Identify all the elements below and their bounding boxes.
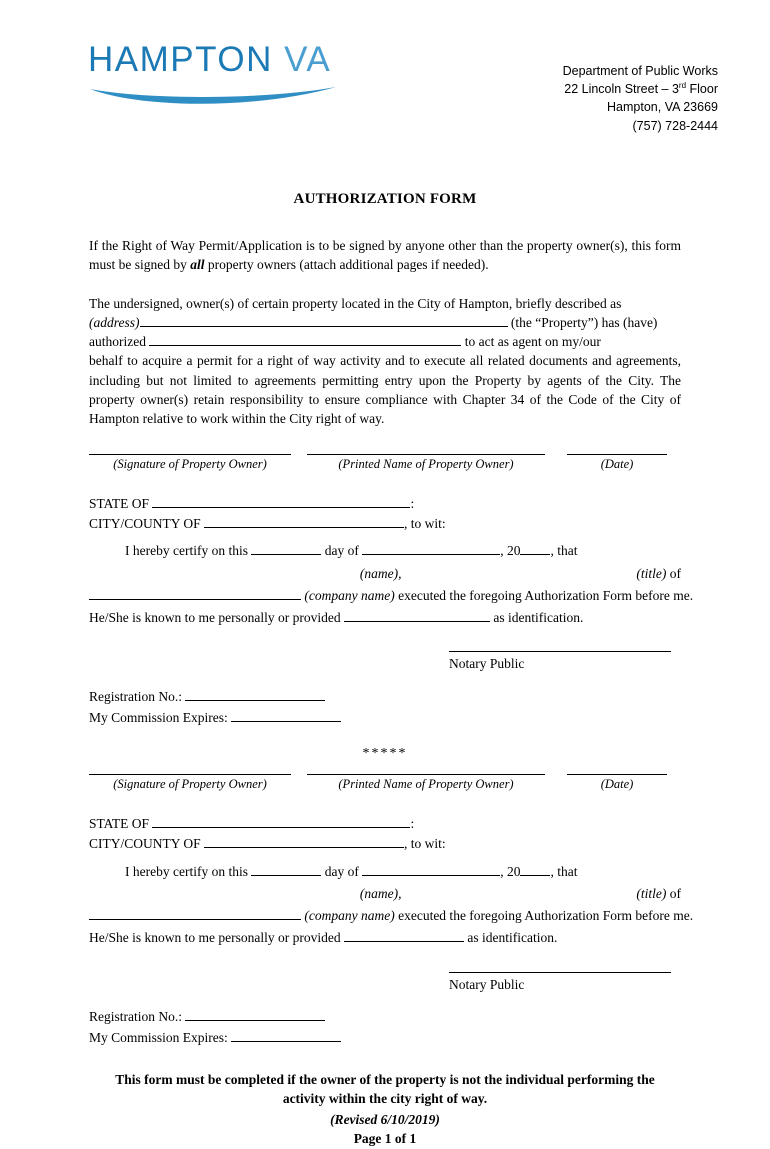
- signature-row-2: [89, 774, 681, 794]
- cert-part-a: I hereby certify on this: [125, 543, 248, 559]
- registration-row: [89, 687, 681, 708]
- dept-city-state-zip: Hampton, VA 23669: [607, 100, 718, 115]
- printed-name-caption: (Printed Name of Property Owner): [338, 457, 514, 472]
- printed-name-caption: (Printed Name of Property Owner): [338, 777, 514, 792]
- known-part-b: as identification.: [467, 930, 558, 946]
- cert-line-3: [89, 585, 694, 607]
- undersigned-rest: behalf to acquire a permit for a right of way activity and to execute all related documents and agreements, including but not limited to agreements permitting entry upon the Property by agents of the City. The property owner(s) retain responsibility to ensure compliance with Chapter 34 of the Code of the City of Hampton relative to work within the City right of way.: [89, 353, 681, 426]
- registration-block-1: [89, 687, 681, 729]
- notary-public-label: Notary Public: [449, 976, 525, 992]
- cert-part-c: , 20: [500, 863, 521, 879]
- company-label: (company name): [304, 908, 395, 924]
- property-tail: (the “Property”) has (have): [510, 315, 658, 331]
- city-fill-line[interactable]: [204, 515, 404, 528]
- cert-labels-row-2: [89, 883, 681, 905]
- registration-fill-line[interactable]: [185, 688, 325, 701]
- commission-fill-line[interactable]: [231, 709, 341, 722]
- document-footer: [89, 1071, 681, 1149]
- notary-signature-1[interactable]: [449, 651, 671, 674]
- notary-signature-rule: [449, 972, 671, 973]
- cert-part-a: I hereby certify on this: [125, 863, 248, 879]
- known-part-a: He/She is known to me personally or provided: [89, 610, 341, 626]
- dept-street-suffix: Floor: [686, 82, 718, 97]
- name-label: (name),: [359, 565, 402, 581]
- document-body: [40, 236, 730, 1149]
- intro-part2: property owners (attach additional pages if needed).: [204, 256, 489, 272]
- notary-block-2: [89, 814, 694, 1049]
- date-rule: [567, 454, 667, 455]
- intro-bold-all: all: [190, 256, 205, 272]
- date-field-2[interactable]: [567, 774, 667, 794]
- department-address: [563, 34, 718, 135]
- state-of-label: STATE OF: [89, 816, 150, 832]
- printed-name-rule: [307, 774, 545, 775]
- cert-month-fill[interactable]: [362, 543, 500, 556]
- state-colon: :: [410, 495, 415, 511]
- title-label: (title): [636, 565, 667, 581]
- undersigned-paragraph: [89, 294, 681, 428]
- cert-labels-row-1: [89, 563, 681, 585]
- signature-rule: [89, 454, 291, 455]
- cert-line-1: [89, 861, 681, 883]
- of-label: of: [669, 885, 681, 901]
- state-colon: :: [410, 816, 415, 832]
- authorized-label: authorized: [89, 334, 146, 350]
- certification-text-2: [89, 861, 694, 950]
- hampton-va-logo: [88, 34, 348, 114]
- agent-tail: to act as agent on my/our: [464, 334, 601, 350]
- dept-street-ordinal: rd: [678, 81, 687, 91]
- city-fill-line[interactable]: [204, 836, 404, 849]
- company-label: (company name): [304, 587, 395, 603]
- known-part-b: as identification.: [493, 610, 584, 626]
- notary-signature-2[interactable]: [449, 972, 671, 995]
- cert-line-4: [89, 607, 681, 629]
- cert-part-d: , that: [550, 863, 578, 879]
- logo-swoosh-icon: [88, 83, 338, 109]
- notary-signature-rule: [449, 651, 671, 652]
- agent-fill-line[interactable]: [149, 333, 461, 346]
- signature-field-1[interactable]: [89, 454, 291, 474]
- of-label: of: [669, 565, 681, 581]
- signature-caption: (Signature of Property Owner): [113, 777, 267, 792]
- cert-day-fill[interactable]: [251, 863, 321, 876]
- cert-part-b: day of: [324, 863, 359, 879]
- logo-main-text: HAMPTON: [88, 40, 273, 79]
- signature-caption: (Signature of Property Owner): [113, 457, 267, 472]
- identification-fill-line[interactable]: [344, 930, 464, 943]
- printed-name-field-1[interactable]: [307, 454, 545, 474]
- date-caption: (Date): [600, 777, 634, 792]
- state-fill-line[interactable]: [152, 495, 410, 508]
- dept-phone: (757) 728-2444: [632, 118, 718, 133]
- company-fill-line[interactable]: [89, 587, 301, 600]
- section-separator: *****: [362, 746, 408, 762]
- cert-line-3: [89, 905, 694, 927]
- state-of-row-2: [89, 814, 681, 834]
- signature-rule: [89, 774, 291, 775]
- certification-text-1: [89, 540, 694, 629]
- intro-part1: If the Right of Way Permit/Application is to be signed by anyone other than the property owner(s), this form must be signed by: [89, 237, 681, 272]
- cert-line-4: [89, 927, 681, 949]
- cert-year-fill[interactable]: [520, 863, 550, 876]
- registration-label: Registration No.:: [89, 688, 182, 704]
- dept-name: Department of Public Works: [562, 64, 718, 78]
- city-county-row-1: [89, 514, 681, 534]
- commission-label: My Commission Expires:: [89, 709, 228, 725]
- footer-note-line2: activity within the city right of way.: [282, 1090, 488, 1106]
- registration-block-2: [89, 1007, 681, 1049]
- city-county-label: CITY/COUNTY OF: [89, 516, 201, 532]
- state-of-label: STATE OF: [89, 495, 150, 511]
- company-fill-line[interactable]: [89, 907, 301, 920]
- city-suffix: , to wit:: [404, 836, 446, 852]
- name-label: (name),: [359, 885, 402, 901]
- state-fill-line[interactable]: [152, 815, 410, 828]
- cert-part-c: , 20: [500, 543, 521, 559]
- printed-name-rule: [307, 454, 545, 455]
- date-field-1[interactable]: [567, 454, 667, 474]
- logo-light-text: VA: [284, 40, 332, 79]
- title-label: (title): [636, 885, 667, 901]
- undersigned-line1: The undersigned, owner(s) of certain property located in the City of Hampton, briefly described as: [89, 295, 622, 311]
- city-suffix: , to wit:: [404, 516, 446, 532]
- intro-paragraph: [89, 236, 681, 274]
- commission-row: [89, 708, 681, 729]
- dept-street: [563, 80, 718, 98]
- city-county-label: CITY/COUNTY OF: [89, 836, 201, 852]
- registration-fill-line[interactable]: [185, 1008, 325, 1021]
- identification-fill-line[interactable]: [344, 609, 490, 622]
- cert-part-b: day of: [324, 543, 359, 559]
- notary-block-1: [89, 494, 694, 729]
- cert-part-d: , that: [550, 543, 578, 559]
- company-tail: executed the foregoing Authorization Form before me.: [398, 587, 694, 603]
- address-fill-line[interactable]: [140, 314, 508, 327]
- commission-row: [89, 1028, 681, 1049]
- document-header: [40, 34, 730, 135]
- page-title: AUTHORIZATION FORM: [293, 190, 477, 207]
- footer-note-line1: This form must be completed if the owner of the property is not the individual performing the: [115, 1071, 655, 1087]
- page-number: Page 1 of 1: [353, 1131, 417, 1147]
- cert-year-fill[interactable]: [520, 543, 550, 556]
- cert-month-fill[interactable]: [362, 863, 500, 876]
- city-county-row-2: [89, 834, 681, 854]
- date-caption: (Date): [600, 457, 634, 472]
- revision-date: (Revised 6/10/2019): [330, 1111, 440, 1127]
- known-part-a: He/She is known to me personally or provided: [89, 930, 341, 946]
- logo-wordmark: [88, 42, 348, 77]
- state-of-row-1: [89, 494, 681, 514]
- date-rule: [567, 774, 667, 775]
- printed-name-field-2[interactable]: [307, 774, 545, 794]
- company-tail: executed the foregoing Authorization Form before me.: [398, 908, 694, 924]
- dept-street-prefix: 22 Lincoln Street – 3: [564, 82, 679, 97]
- notary-public-label: Notary Public: [449, 656, 525, 672]
- cert-line-1: [89, 540, 681, 562]
- cert-day-fill[interactable]: [251, 543, 321, 556]
- signature-row-1: [89, 454, 681, 474]
- commission-fill-line[interactable]: [231, 1029, 341, 1042]
- registration-row: [89, 1007, 681, 1028]
- address-label: (address): [89, 315, 140, 331]
- commission-label: My Commission Expires:: [89, 1029, 228, 1045]
- signature-field-2[interactable]: [89, 774, 291, 794]
- registration-label: Registration No.:: [89, 1008, 182, 1024]
